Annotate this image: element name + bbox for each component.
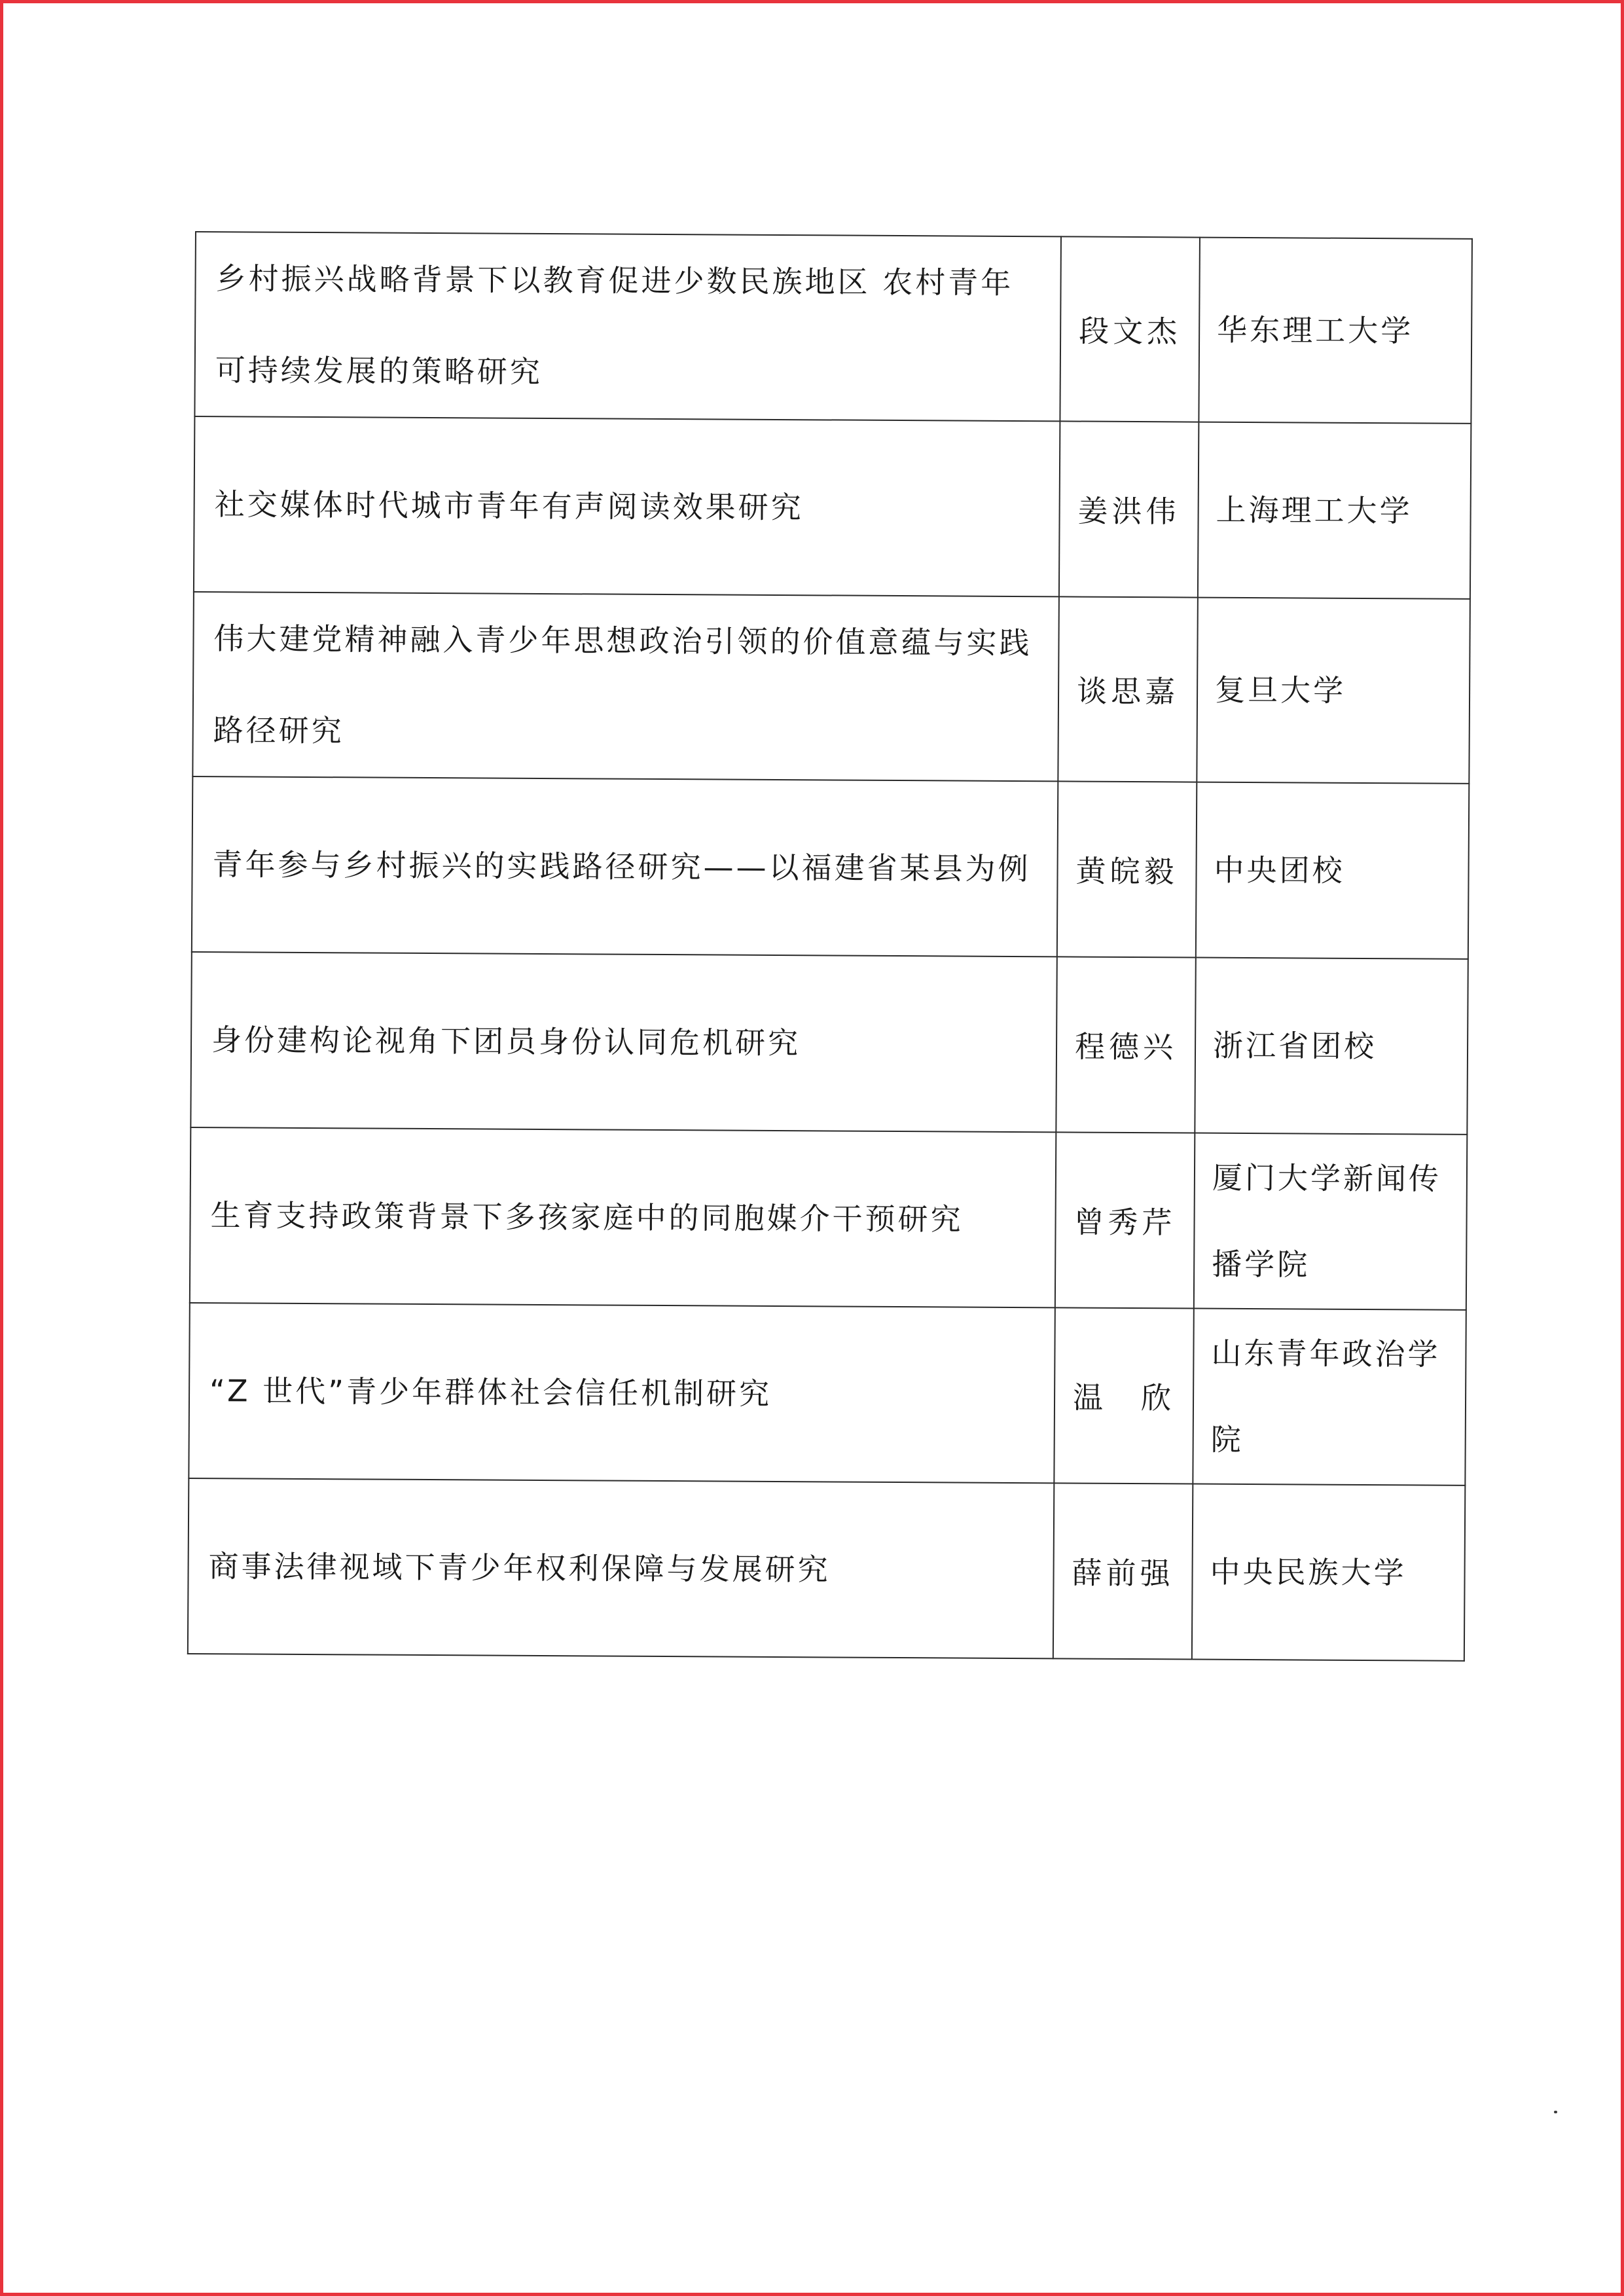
topic-cell: 生育支持政策背景下多孩家庭中的同胞媒介干预研究	[190, 1127, 1056, 1307]
topic-cell: 商事法律视域下青少年权利保障与发展研究	[188, 1478, 1054, 1658]
author-cell: 曾秀芹	[1055, 1132, 1195, 1308]
author-cell: 谈思嘉	[1058, 596, 1198, 782]
unit-cell: 中央团校	[1196, 782, 1469, 959]
table-row	[192, 776, 1469, 959]
topic-cell: “Z 世代”青少年群体社会信任机制研究	[189, 1303, 1055, 1483]
table-row	[188, 1478, 1465, 1661]
unit-cell: 厦门大学新闻传播学院	[1194, 1133, 1467, 1310]
topic-cell: 伟大建党精神融入青少年思想政治引领的价值意蕴与实践路径研究	[192, 592, 1059, 781]
unit-cell: 山东青年政治学院	[1193, 1309, 1466, 1485]
unit-cell: 浙江省团校	[1195, 958, 1468, 1135]
project-table	[187, 231, 1473, 1662]
topic-cell: 身份建构论视角下团员身份认同危机研究	[190, 952, 1056, 1132]
author-cell: 黄皖毅	[1057, 781, 1197, 957]
topic-cell: 青年参与乡村振兴的实践路径研究——以福建省某县为例	[192, 776, 1058, 957]
unit-cell: 华东理工大学	[1199, 238, 1472, 424]
author-cell: 薛前强	[1053, 1483, 1193, 1659]
table-row	[194, 232, 1472, 424]
table-row	[190, 1127, 1467, 1310]
author-cell: 程德兴	[1056, 957, 1195, 1133]
topic-cell: 社交媒体时代城市青年有声阅读效果研究	[194, 416, 1060, 596]
table-row	[192, 592, 1470, 784]
author-cell: 姜洪伟	[1059, 421, 1199, 597]
scan-speck	[1554, 2111, 1557, 2113]
unit-cell: 中央民族大学	[1192, 1484, 1465, 1661]
table-row	[194, 416, 1471, 599]
table-row	[190, 952, 1468, 1135]
unit-cell: 上海理工大学	[1198, 422, 1471, 599]
topic-cell: 乡村振兴战略背景下以教育促进少数民族地区 农村青年可持续发展的策略研究	[194, 232, 1061, 421]
author-cell: 温 欣	[1054, 1307, 1193, 1484]
unit-cell: 复旦大学	[1197, 598, 1470, 784]
table-row	[189, 1303, 1466, 1485]
author-cell: 段文杰	[1060, 236, 1200, 422]
